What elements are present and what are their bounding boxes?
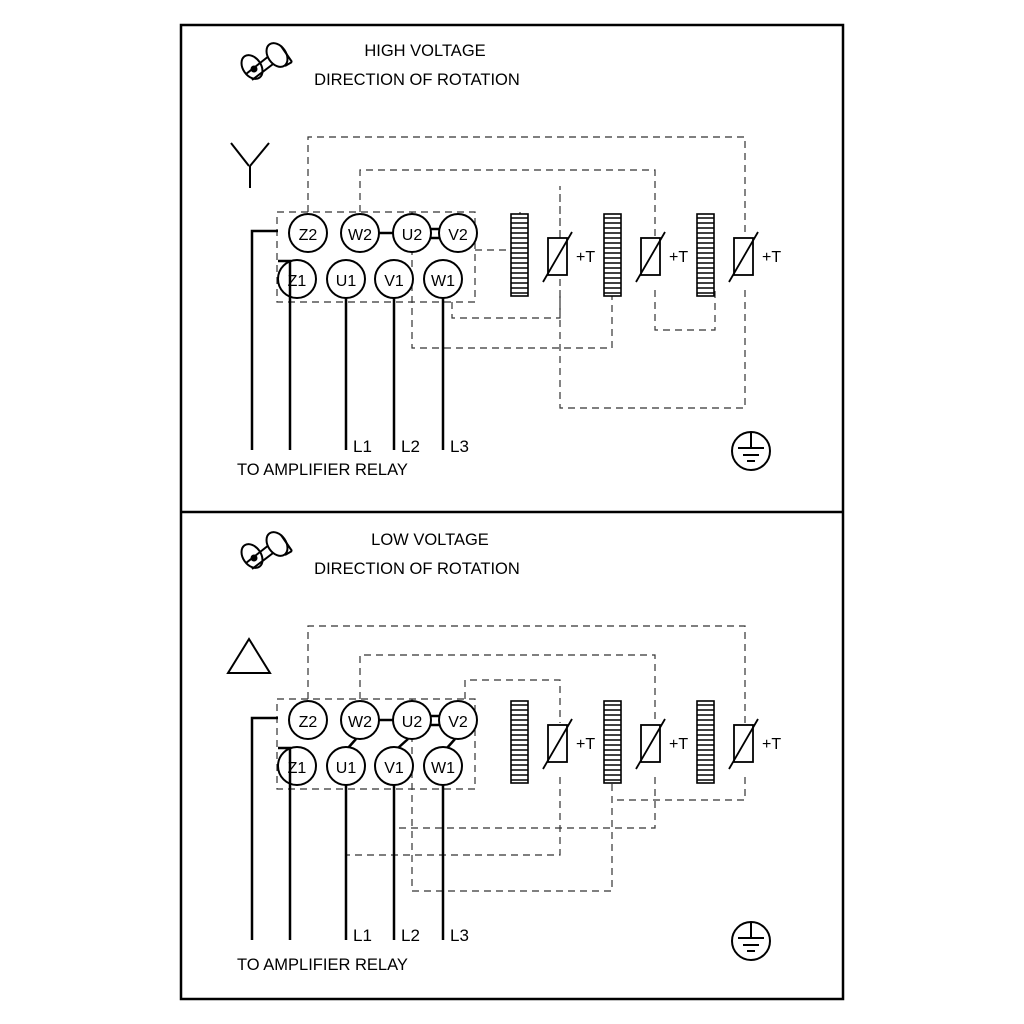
line-label-l3-low: L3 <box>450 926 469 945</box>
thermal-label-3-low: +T <box>762 736 782 753</box>
thermal-label-2: +T <box>669 249 689 266</box>
winding-1-low <box>511 701 528 783</box>
terminal-label-w1: W1 <box>431 273 455 290</box>
line-label-l2-low: L2 <box>401 926 420 945</box>
line-label-l3: L3 <box>450 437 469 456</box>
panel-heading-line1: HIGH VOLTAGE <box>364 42 486 60</box>
panel-heading-line1-2: LOW VOLTAGE <box>371 531 489 549</box>
winding-1 <box>511 214 528 296</box>
terminal-label-z2-low: Z2 <box>298 714 318 731</box>
panel-heading-line2: DIRECTION OF ROTATION <box>314 71 520 89</box>
winding-2 <box>604 214 621 296</box>
terminal-label-z2: Z2 <box>298 227 318 244</box>
terminal-label-u1: U1 <box>335 273 357 290</box>
terminal-label-w2: W2 <box>348 227 372 244</box>
thermal-label-1-low: +T <box>576 736 596 753</box>
terminal-label-v1-low: V1 <box>384 760 404 777</box>
earth-ground-icon <box>732 432 770 470</box>
earth-ground-icon-2 <box>732 922 770 960</box>
winding-3 <box>697 214 714 296</box>
amplifier-relay-label-2: TO AMPLIFIER RELAY <box>237 956 408 974</box>
winding-2-low <box>604 701 621 783</box>
line-label-l1: L1 <box>353 437 372 456</box>
line-label-l1-low: L1 <box>353 926 372 945</box>
terminal-label-v1: V1 <box>384 273 404 290</box>
amplifier-relay-label: TO AMPLIFIER RELAY <box>237 461 408 479</box>
terminal-label-v2: V2 <box>448 227 468 244</box>
terminal-label-v2-low: V2 <box>448 714 468 731</box>
thermal-label-3: +T <box>762 249 782 266</box>
terminal-label-u2-low: U2 <box>401 714 423 731</box>
terminal-label-u2: U2 <box>401 227 423 244</box>
thermal-label-2-low: +T <box>669 736 689 753</box>
terminal-label-u1-low: U1 <box>335 760 357 777</box>
thermal-label-1: +T <box>576 249 596 266</box>
terminal-label-w1-low: W1 <box>431 760 455 777</box>
terminal-label-w2-low: W2 <box>348 714 372 731</box>
terminal-label-z1: Z1 <box>287 273 307 290</box>
terminal-label-z1-low: Z1 <box>287 760 307 777</box>
winding-3-low <box>697 701 714 783</box>
panel-heading-line2-2: DIRECTION OF ROTATION <box>314 560 520 578</box>
line-label-l2: L2 <box>401 437 420 456</box>
